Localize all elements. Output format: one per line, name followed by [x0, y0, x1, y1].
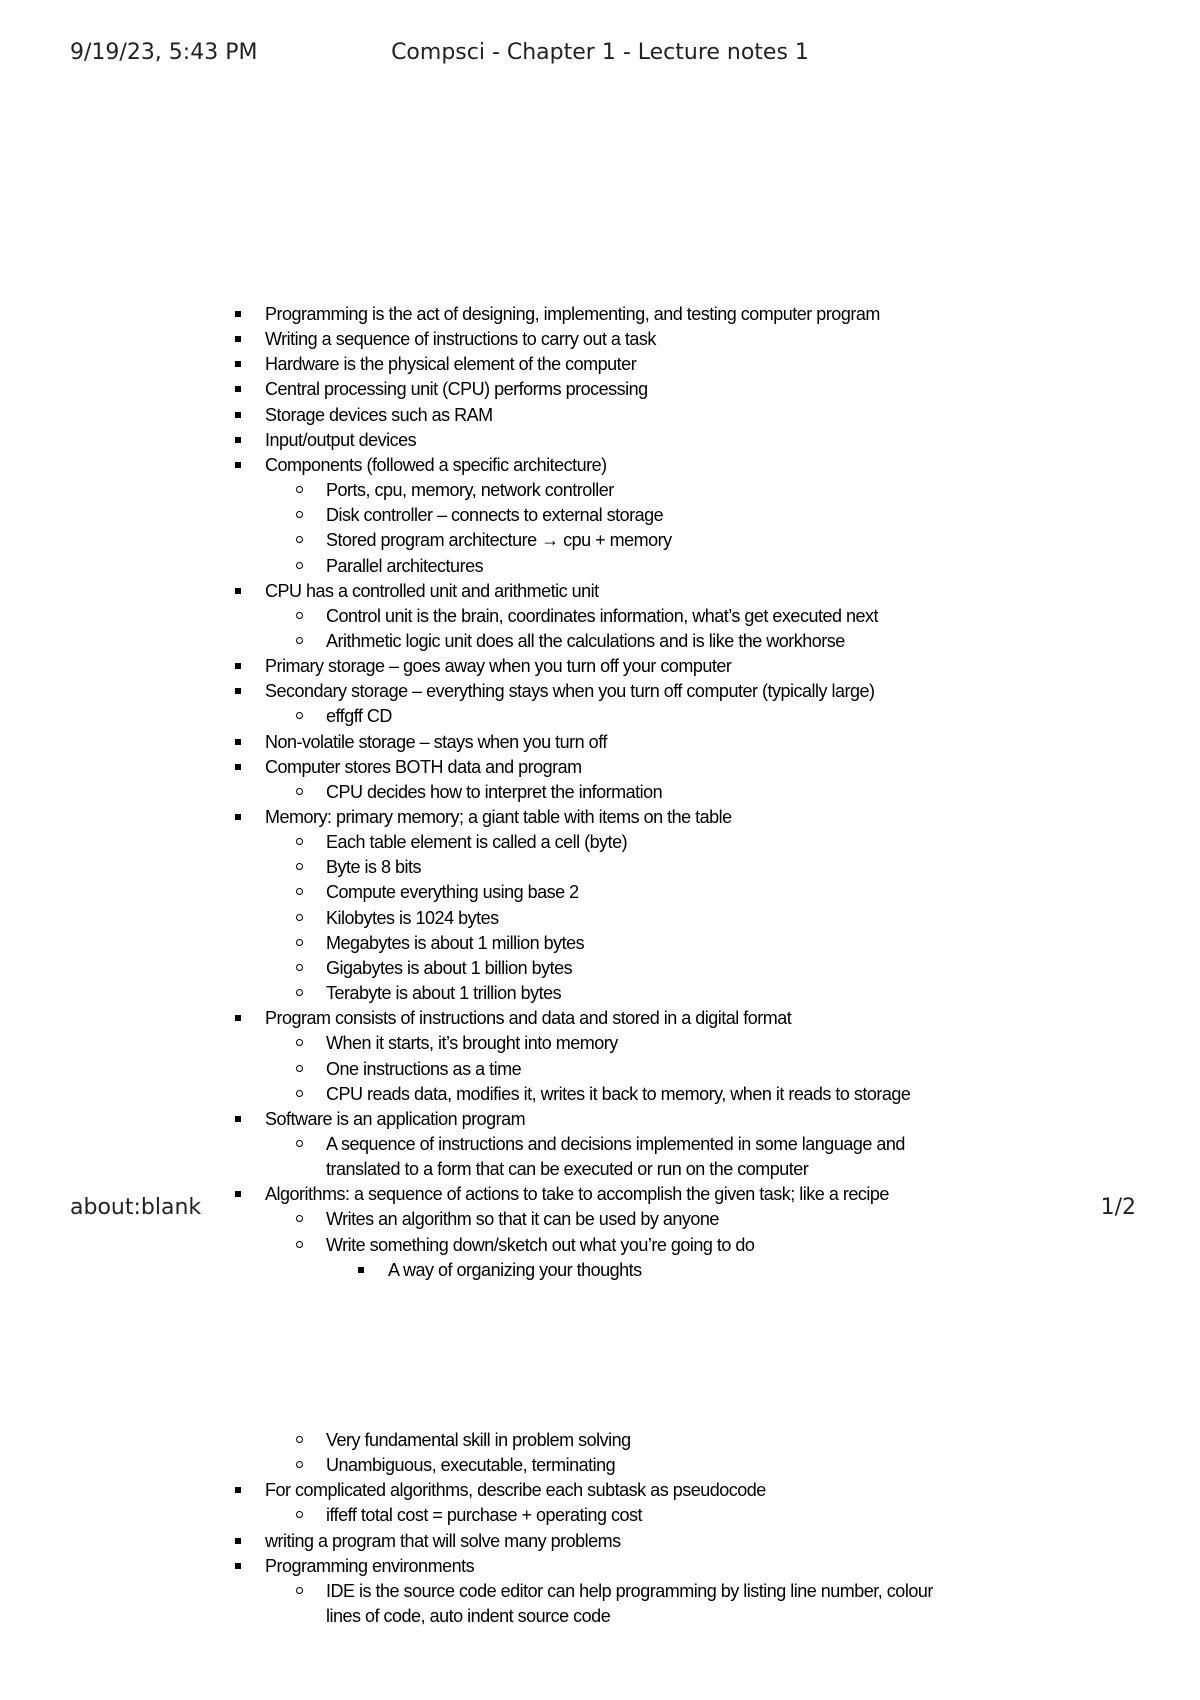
- list-item: [0, 1554, 1200, 1578]
- list-item: [0, 428, 1200, 452]
- list-item: [0, 1453, 1200, 1477]
- list-item-text: effgff CD: [326, 706, 392, 726]
- list-item: [0, 1579, 1200, 1603]
- list-item: [0, 956, 1200, 980]
- square-bullet-icon: [235, 311, 241, 317]
- list-item-text: Non-volatile storage – stays when you turn off: [265, 732, 607, 752]
- list-item: [0, 629, 1200, 653]
- hollow-bullet-icon: [296, 562, 303, 569]
- list-item: [0, 1057, 1200, 1081]
- list-item-text: Computer stores BOTH data and program: [265, 757, 582, 777]
- square-bullet-icon: [235, 1015, 241, 1021]
- square-bullet-icon: [235, 739, 241, 745]
- list-item-text: lines of code, auto indent source code: [326, 1606, 611, 1626]
- hollow-bullet-icon: [296, 1461, 303, 1468]
- hollow-bullet-icon: [296, 1090, 303, 1097]
- list-item-text: Program consists of instructions and data and stored in a digital format: [265, 1008, 792, 1028]
- list-item: [0, 704, 1200, 728]
- list-item: [0, 1107, 1200, 1131]
- square-bullet-icon: [235, 412, 241, 418]
- hollow-bullet-icon: [296, 888, 303, 895]
- hollow-bullet-icon: [296, 1039, 303, 1046]
- list-item-text: Byte is 8 bits: [326, 857, 422, 877]
- document-title: Compsci - Chapter 1 - Lecture notes 1: [391, 40, 809, 65]
- list-item: [0, 931, 1200, 955]
- list-item-text: Stored program architecture → cpu + memory: [326, 530, 672, 550]
- print-datetime: 9/19/23, 5:43 PM: [70, 40, 258, 65]
- list-item-text: CPU has a controlled unit and arithmetic unit: [265, 581, 599, 601]
- list-item: [0, 478, 1200, 502]
- hollow-bullet-icon: [296, 914, 303, 921]
- list-item-text: CPU decides how to interpret the information: [326, 782, 663, 802]
- hollow-bullet-icon: [296, 838, 303, 845]
- list-item: [0, 679, 1200, 703]
- list-item-text: Control unit is the brain, coordinates information, what’s get executed next: [326, 606, 879, 626]
- list-item: [0, 755, 1200, 779]
- list-item: [0, 1529, 1200, 1553]
- list-item-text: Write something down/sketch out what you’re going to do: [326, 1235, 755, 1255]
- list-item-text: Software is an application program: [265, 1109, 526, 1129]
- square-bullet-icon: [235, 814, 241, 820]
- list-item-text: A way of organizing your thoughts: [388, 1260, 642, 1280]
- list-item-text: Unambiguous, executable, terminating: [326, 1455, 616, 1475]
- list-item-text: Programming is the act of designing, implementing, and testing computer program: [265, 304, 880, 324]
- square-bullet-icon: [235, 462, 241, 468]
- square-bullet-icon: [235, 1538, 241, 1544]
- list-item-text: IDE is the source code editor can help programming by listing line number, colour: [326, 1581, 933, 1601]
- square-bullet-icon: [235, 1487, 241, 1493]
- list-item-text: Gigabytes is about 1 billion bytes: [326, 958, 573, 978]
- page-url: about:blank: [70, 1195, 202, 1220]
- list-item-text: A sequence of instructions and decisions implemented in some language and: [326, 1134, 905, 1154]
- list-item-text: Kilobytes is 1024 bytes: [326, 908, 499, 928]
- square-bullet-icon: [358, 1267, 364, 1273]
- list-item-text: Arithmetic logic unit does all the calculations and is like the workhorse: [326, 631, 845, 651]
- hollow-bullet-icon: [296, 511, 303, 518]
- list-item: [0, 805, 1200, 829]
- list-item: [0, 906, 1200, 930]
- hollow-bullet-icon: [296, 712, 303, 719]
- list-item: [0, 604, 1200, 628]
- square-bullet-icon: [235, 336, 241, 342]
- hollow-bullet-icon: [296, 1241, 303, 1248]
- hollow-bullet-icon: [296, 1587, 303, 1594]
- list-item: [0, 830, 1200, 854]
- hollow-bullet-icon: [296, 1511, 303, 1518]
- hollow-bullet-icon: [296, 863, 303, 870]
- square-bullet-icon: [235, 1116, 241, 1122]
- list-item: [0, 579, 1200, 603]
- list-item-text: Ports, cpu, memory, network controller: [326, 480, 614, 500]
- list-item-text: Programming environments: [265, 1556, 475, 1576]
- hollow-bullet-icon: [296, 637, 303, 644]
- list-item: [0, 1428, 1200, 1452]
- list-item-text: Writes an algorithm so that it can be used by anyone: [326, 1209, 719, 1229]
- square-bullet-icon: [235, 386, 241, 392]
- list-item-text: Primary storage – goes away when you turn off your computer: [265, 656, 732, 676]
- list-item: [0, 503, 1200, 527]
- square-bullet-icon: [235, 361, 241, 367]
- list-item-text: Megabytes is about 1 million bytes: [326, 933, 585, 953]
- list-item-text: iffeff total cost = purchase + operating cost: [326, 1505, 643, 1525]
- list-item: [0, 1132, 1200, 1156]
- hollow-bullet-icon: [296, 964, 303, 971]
- list-item-text: Writing a sequence of instructions to carry out a task: [265, 329, 656, 349]
- list-item: [0, 880, 1200, 904]
- list-item: [0, 1258, 1200, 1282]
- square-bullet-icon: [235, 1191, 241, 1197]
- square-bullet-icon: [235, 688, 241, 694]
- list-item-text: Memory: primary memory; a giant table with items on the table: [265, 807, 732, 827]
- square-bullet-icon: [235, 764, 241, 770]
- hollow-bullet-icon: [296, 1140, 303, 1147]
- hollow-bullet-icon: [296, 1065, 303, 1072]
- list-item: [0, 528, 1200, 552]
- list-item: [0, 302, 1200, 326]
- list-item: [0, 855, 1200, 879]
- square-bullet-icon: [235, 1563, 241, 1569]
- list-item-text: Parallel architectures: [326, 556, 484, 576]
- square-bullet-icon: [235, 663, 241, 669]
- list-item: [0, 1604, 1200, 1628]
- list-item-text: Each table element is called a cell (byte): [326, 832, 628, 852]
- list-item-text: Central processing unit (CPU) performs processing: [265, 379, 648, 399]
- list-item-text: Very fundamental skill in problem solving: [326, 1430, 631, 1450]
- list-item: [0, 1478, 1200, 1502]
- hollow-bullet-icon: [296, 1436, 303, 1443]
- list-item: [0, 377, 1200, 401]
- list-item-text: Components (followed a specific architecture): [265, 455, 607, 475]
- list-item-text: translated to a form that can be executed or run on the computer: [326, 1159, 809, 1179]
- list-item: [0, 327, 1200, 351]
- hollow-bullet-icon: [296, 788, 303, 795]
- page-number: 1/2: [1100, 1195, 1136, 1220]
- list-item-text: When it starts, it’s brought into memory: [326, 1033, 618, 1053]
- list-item: [0, 1006, 1200, 1030]
- list-item-text: One instructions as a time: [326, 1059, 522, 1079]
- list-item: [0, 730, 1200, 754]
- square-bullet-icon: [235, 588, 241, 594]
- list-item: [0, 981, 1200, 1005]
- list-item: [0, 1503, 1200, 1527]
- list-item: [0, 1233, 1200, 1257]
- list-item: [0, 352, 1200, 376]
- hollow-bullet-icon: [296, 612, 303, 619]
- list-item-text: Secondary storage – everything stays when you turn off computer (typically large): [265, 681, 875, 701]
- hollow-bullet-icon: [296, 536, 303, 543]
- list-item-text: Terabyte is about 1 trillion bytes: [326, 983, 562, 1003]
- hollow-bullet-icon: [296, 1215, 303, 1222]
- hollow-bullet-icon: [296, 486, 303, 493]
- list-item-text: writing a program that will solve many problems: [265, 1531, 621, 1551]
- list-item: [0, 554, 1200, 578]
- list-item: [0, 403, 1200, 427]
- list-item-text: For complicated algorithms, describe each subtask as pseudocode: [265, 1480, 766, 1500]
- list-item: [0, 780, 1200, 804]
- list-item: [0, 1031, 1200, 1055]
- list-item-text: Disk controller – connects to external storage: [326, 505, 664, 525]
- list-item-text: Hardware is the physical element of the computer: [265, 354, 637, 374]
- list-item: [0, 453, 1200, 477]
- list-item-text: Storage devices such as RAM: [265, 405, 493, 425]
- square-bullet-icon: [235, 437, 241, 443]
- list-item-text: Compute everything using base 2: [326, 882, 579, 902]
- list-item-text: Algorithms: a sequence of actions to take to accomplish the given task; like a recipe: [265, 1184, 889, 1204]
- hollow-bullet-icon: [296, 939, 303, 946]
- list-item: [0, 1082, 1200, 1106]
- list-item: [0, 1157, 1200, 1181]
- list-item: [0, 654, 1200, 678]
- hollow-bullet-icon: [296, 989, 303, 996]
- list-item-text: Input/output devices: [265, 430, 417, 450]
- list-item-text: CPU reads data, modifies it, writes it back to memory, when it reads to storage: [326, 1084, 911, 1104]
